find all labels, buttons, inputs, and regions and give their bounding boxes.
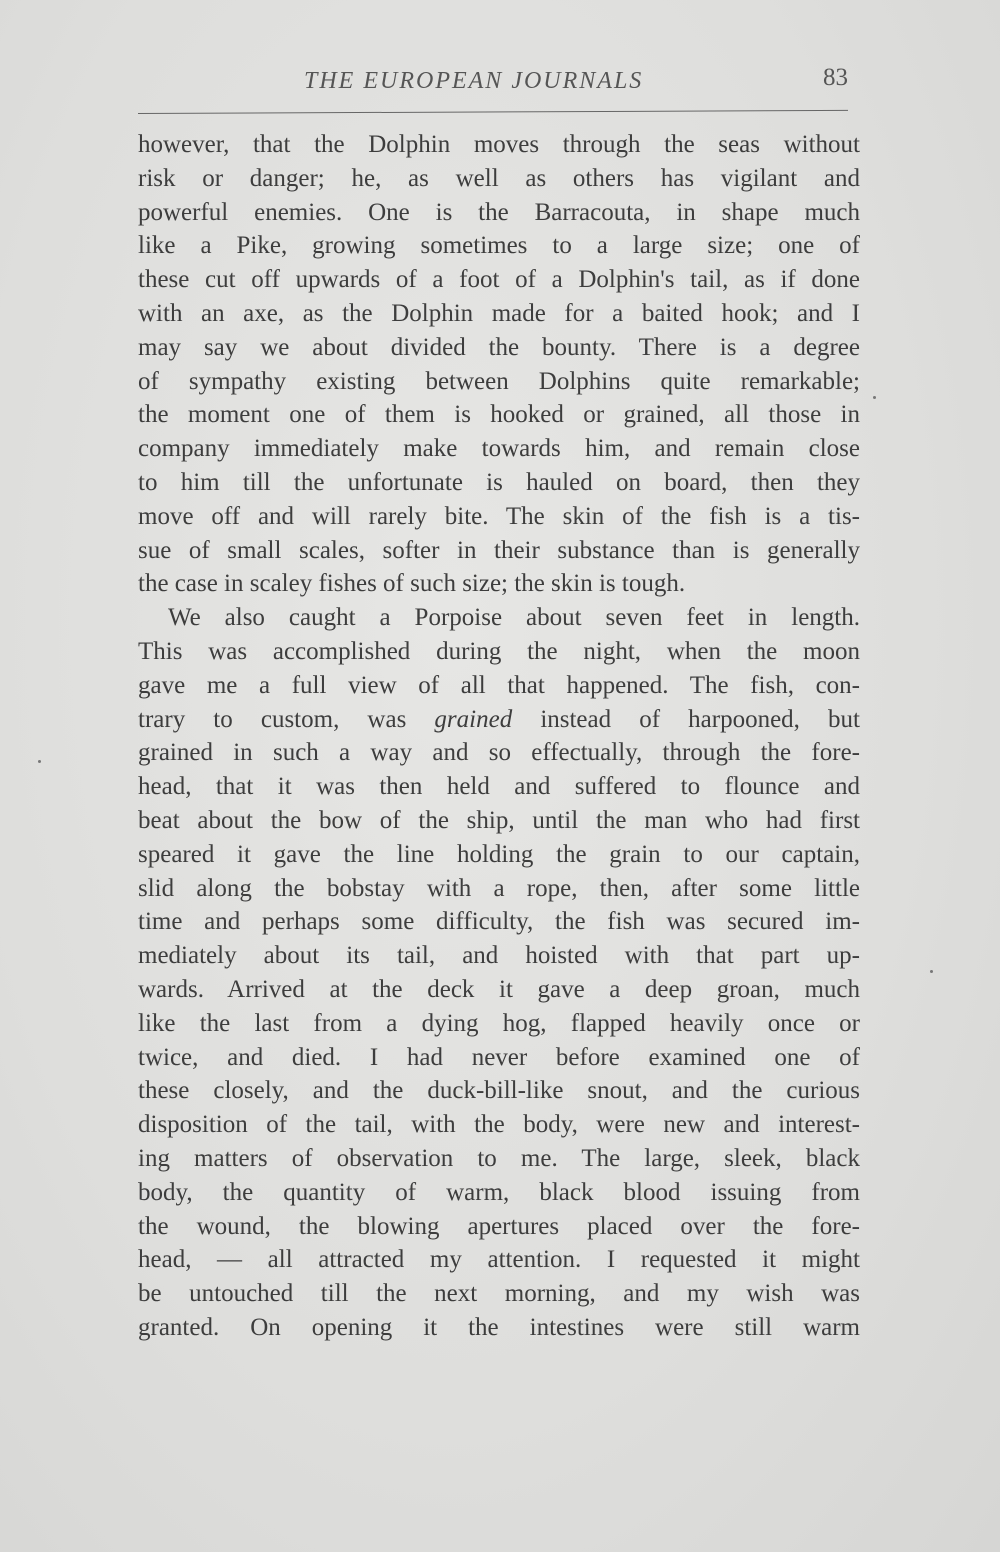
- page-number: 83: [823, 64, 848, 91]
- paper-speck: [873, 396, 876, 399]
- paragraph-end-line: the case in scaley fishes of such size; the skin is tough.: [138, 570, 686, 598]
- text-line: powerful enemies. One is the Barracouta, in shape much: [138, 198, 860, 226]
- text-line: beat about the bow of the ship, until the man who had first: [138, 806, 860, 834]
- text-line: sue of small scales, softer in their substance than is generally: [138, 536, 860, 564]
- text-line: company immediately make towards him, and remain close: [138, 435, 860, 463]
- text-line: disposition of the tail, with the body, were new and interest-: [138, 1111, 860, 1139]
- text-line: head, — all attracted my attention. I requested it might: [138, 1246, 860, 1274]
- paper-speck: [38, 760, 41, 763]
- page-header: [138, 62, 848, 102]
- text-line: grained in such a way and so effectually, through the fore-: [138, 739, 860, 767]
- running-head: THE EUROPEAN JOURNALS: [304, 68, 644, 94]
- text-line: granted. On opening it the intestines were still warm: [138, 1313, 860, 1341]
- text-line: the moment one of them is hooked or grained, all those in: [138, 401, 860, 429]
- header-rule: [138, 110, 848, 114]
- text-line: the wound, the blowing apertures placed over the fore-: [138, 1212, 860, 1240]
- text-line: head, that it was then held and suffered to flounce and: [138, 773, 860, 801]
- line-segment: instead of harpooned, but: [540, 705, 860, 733]
- text-line: like a Pike, growing sometimes to a large size; one of: [138, 232, 860, 260]
- text-line: gave me a full view of all that happened. The fish, con-: [138, 671, 860, 699]
- text-line: these closely, and the duck-bill-like snout, and the curious: [138, 1077, 860, 1105]
- text-line: may say we about divided the bounty. There is a degree: [138, 333, 860, 361]
- text-line: body, the quantity of warm, black blood issuing from: [138, 1178, 860, 1206]
- body-text: [138, 128, 860, 1345]
- line-segment: trary to custom, was: [138, 705, 407, 733]
- text-line: ing matters of observation to me. The large, sleek, black: [138, 1144, 860, 1172]
- text-line: like the last from a dying hog, flapped heavily once or: [138, 1009, 860, 1037]
- text-line: time and perhaps some difficulty, the fish was secured im-: [138, 908, 860, 936]
- text-line: risk or danger; he, as well as others has vigilant and: [138, 164, 860, 192]
- paragraph-start-line: We also caught a Porpoise about seven feet in length.: [168, 604, 860, 632]
- text-line: be untouched till the next morning, and my wish was: [138, 1280, 860, 1308]
- text-line: these cut off upwards of a foot of a Dolphin's tail, as if done: [138, 266, 860, 294]
- italic-word: grained: [434, 705, 513, 733]
- text-line: twice, and died. I had never before examined one of: [138, 1043, 860, 1071]
- text-line: of sympathy existing between Dolphins quite remarkable;: [138, 367, 860, 395]
- text-line: slid along the bobstay with a rope, then, after some little: [138, 874, 860, 902]
- text-line: however, that the Dolphin moves through the seas without: [138, 131, 860, 158]
- text-line: to him till the unfortunate is hauled on board, then they: [138, 468, 860, 496]
- text-line-with-italic: [138, 703, 860, 737]
- text-line: speared it gave the line holding the grain to our captain,: [138, 840, 860, 868]
- text-line: mediately about its tail, and hoisted with that part up-: [138, 942, 860, 970]
- text-line: with an axe, as the Dolphin made for a baited hook; and I: [138, 299, 860, 327]
- text-line: This was accomplished during the night, when the moon: [138, 637, 860, 665]
- paper-speck: [930, 970, 933, 973]
- text-line: wards. Arrived at the deck it gave a deep groan, much: [138, 975, 860, 1003]
- text-line: move off and will rarely bite. The skin of the fish is a tis-: [138, 502, 860, 530]
